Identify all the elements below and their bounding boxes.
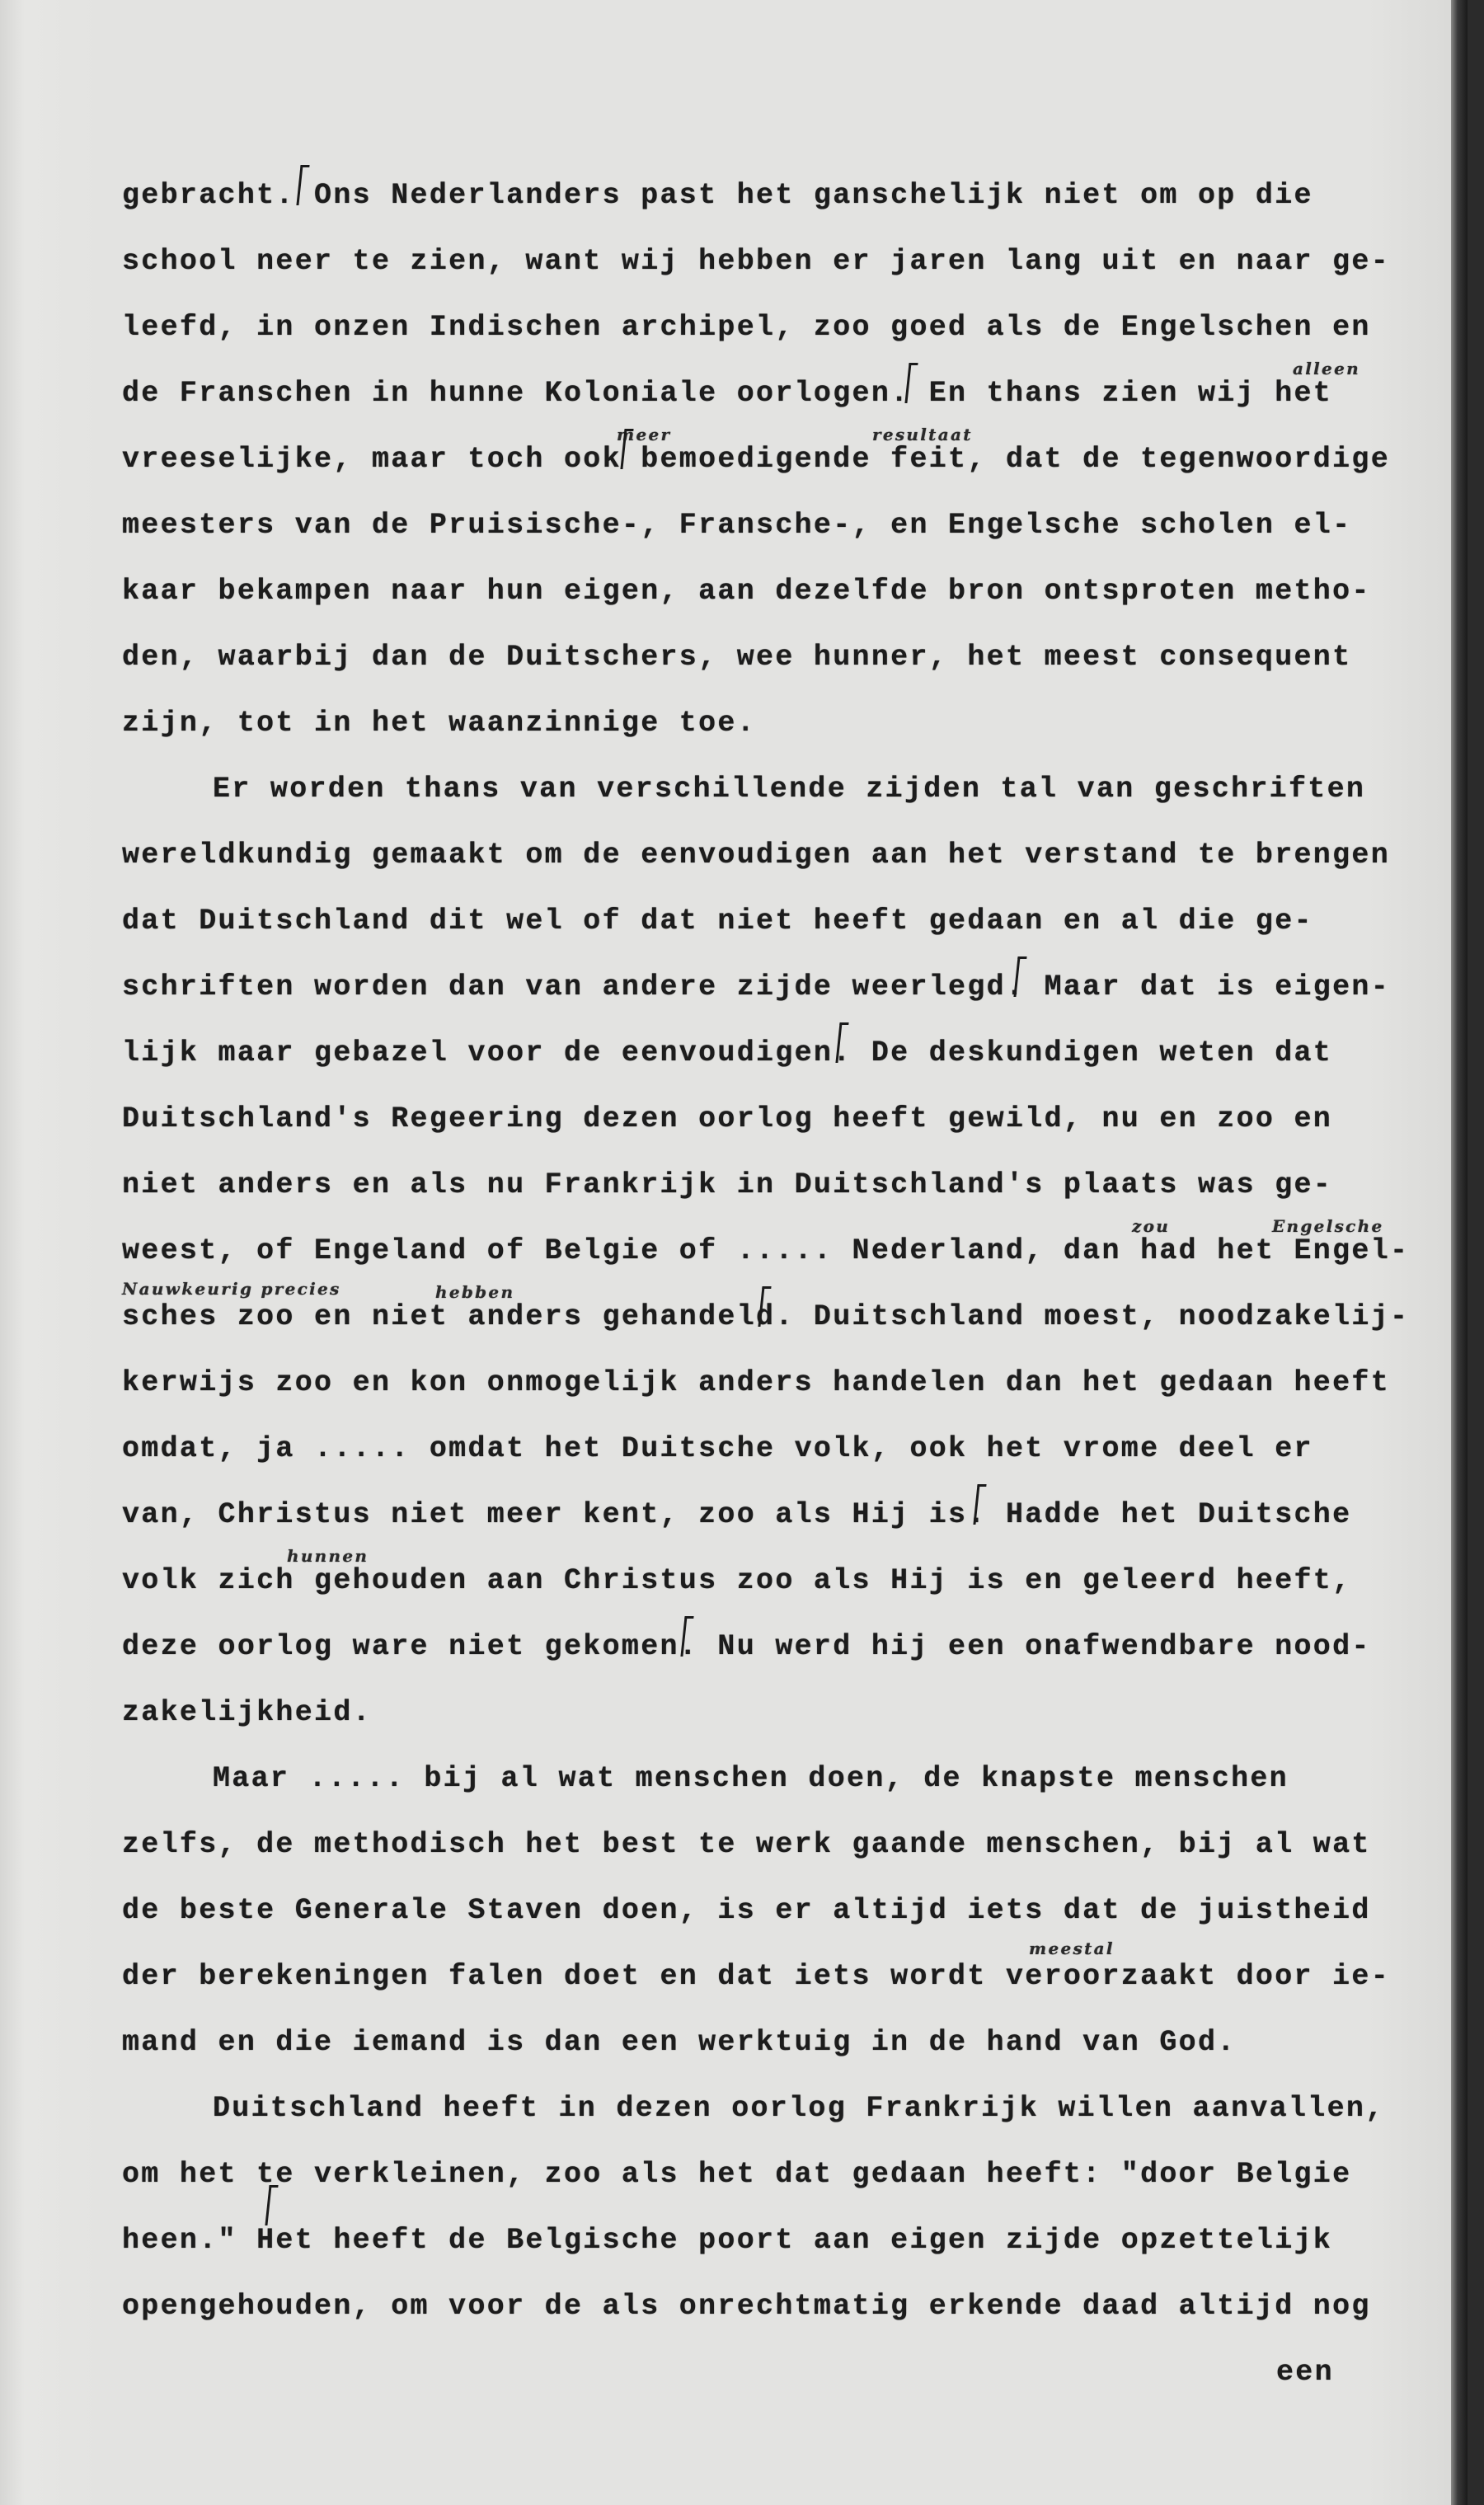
text-line: der berekeningen falen doet en dat iets wordt veroorzaakt door ie- meestal: [122, 1956, 1375, 2022]
handwritten-note: alleen: [1293, 359, 1360, 378]
text-line: volk zich gehouden aan Christus zoo als Hij is en geleerd heeft, hunnen: [122, 1560, 1375, 1626]
text-line: zakelijkheid.: [122, 1696, 372, 1729]
handwritten-note: meestal: [1029, 1939, 1115, 1958]
text-line: Maar ..... bij al wat menschen doen, de knapste menschen: [213, 1762, 1289, 1795]
text-line: Er worden thans van verschillende zijden tal van geschriften: [213, 773, 1366, 806]
text-line: opengehouden, om voor de als onrechtmatig erkende daad altijd nog: [122, 2290, 1371, 2323]
handwritten-note: hebben: [435, 1282, 515, 1302]
text-line: gebracht. Ons Nederlanders past het ganschelijk niet om op die: [122, 179, 1313, 212]
text-line: den, waarbij dan de Duitschers, wee hunner, het meest consequent: [122, 641, 1352, 674]
text-line: dat Duitschland dit wel of dat niet heeft gedaan en al die ge-: [122, 905, 1313, 938]
page-edge-shadow: [1451, 0, 1468, 2505]
text-line: lijk maar gebazel voor de eenvoudigen. De deskundigen weten dat: [122, 1036, 1333, 1069]
text-line: heen." Het heeft de Belgische poort aan eigen zijde opzettelijk: [122, 2224, 1333, 2257]
catchword-line: [122, 2352, 1375, 2418]
text-line: om het te verkleinen, zoo als het dat gedaan heeft: "door Belgie: [122, 2158, 1352, 2191]
handwritten-note: hunnen: [287, 1546, 369, 1566]
handwritten-note: zou: [1132, 1216, 1171, 1236]
typed-text-body: [122, 175, 1410, 2418]
text-line: zijn, tot in het waanzinnige toe.: [122, 707, 757, 740]
text-line: de beste Generale Staven doen, is er altijd iets dat de juistheid: [122, 1894, 1371, 1927]
text-line: deze oorlog ware niet gekomen. Nu werd hij een onafwendbare nood-: [122, 1630, 1371, 1663]
text-line: weest, of Engeland of Belgie of ..... Nederland, dan had het Engel- zou Engelsche: [122, 1230, 1375, 1296]
text-line: sches zoo en niet anders gehandeld. Duitschland moest, noodzakelij- Nauwkeurig precies hebben: [122, 1296, 1375, 1362]
handwritten-note: Nauwkeurig precies: [122, 1279, 341, 1299]
text-line: leefd, in onzen Indischen archipel, zoo goed als de Engelschen en: [122, 311, 1371, 344]
handwritten-note: resultaat: [872, 425, 973, 444]
text-line: kaar bekampen naar hun eigen, aan dezelfde bron ontsproten metho-: [122, 575, 1371, 608]
text-line: omdat, ja ..... omdat het Duitsche volk, ook het vrome deel er: [122, 1432, 1313, 1465]
text-line: school neer te zien, want wij hebben er jaren lang uit en naar ge-: [122, 245, 1391, 278]
text-line: vreeselijke, maar toch ook bemoedigende feit, dat de tegenwoordige meer resultaat: [122, 439, 1375, 505]
text-line: kerwijs zoo en kon onmogelijk anders handelen dan het gedaan heeft: [122, 1366, 1391, 1399]
text-line: schriften worden dan van andere zijde weerlegd. Maar dat is eigen-: [122, 971, 1391, 1003]
text-line: de Franschen in hunne Koloniale oorlogen. En thans zien wij het alleen: [122, 373, 1375, 439]
catchword: een: [1276, 2356, 1334, 2389]
handwritten-note: meer: [617, 425, 672, 444]
text-line: van, Christus niet meer kent, zoo als Hij is. Hadde het Duitsche: [122, 1498, 1352, 1531]
text-line: wereldkundig gemaakt om de eenvoudigen aan het verstand te brengen: [122, 839, 1391, 872]
text-line: Duitschland heeft in dezen oorlog Frankrijk willen aanvallen,: [213, 2092, 1385, 2125]
text-line: Duitschland's Regeering dezen oorlog heeft gewild, nu en zoo en: [122, 1102, 1333, 1135]
handwritten-note: Engelsche: [1272, 1216, 1384, 1236]
text-line: zelfs, de methodisch het best te werk gaande menschen, bij al wat: [122, 1828, 1371, 1861]
text-line: meesters van de Pruisische-, Fransche-, en Engelsche scholen el-: [122, 509, 1352, 542]
text-line: mand en die iemand is dan een werktuig in de hand van God.: [122, 2026, 1237, 2059]
text-line: niet anders en als nu Frankrijk in Duitschland's plaats was ge-: [122, 1168, 1333, 1201]
